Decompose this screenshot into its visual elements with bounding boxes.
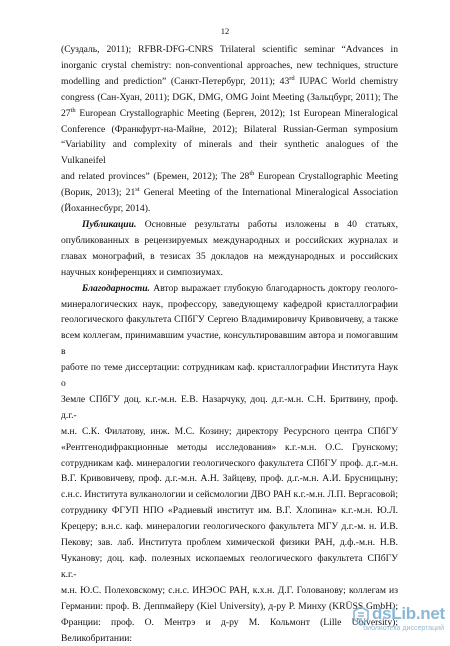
watermark-subtitle: библиотека диссертаций [363,625,444,632]
text-line: Благодарности. Автор выражает глубокую благодарность доктору геолого- [82,282,398,294]
text-line: Публикации. Основные результаты работы изложены в 40 статьях, [82,218,398,230]
text-line: (Йоханнесбург, 2014). [61,203,151,215]
text-line: and related provinces” (Бремен, 2012); The 28th European Crystallographic Meeting [61,170,398,183]
text-line: (Суздаль, 2011); RFBR-DFG-CNRS Trilateral scientific seminar “Advances in [61,44,398,55]
text-line: (Ворик, 2013); 21st General Meeting of the International Mineralogical Association [61,186,398,199]
dslib-logo-icon [352,606,370,626]
text-line: сотруднику ФГУП НПО «Радиевый институт им. В.Г. Хлопина» к.г.-м.н. Ю.Л. [61,505,398,517]
acknowledgements-paragraph [61,281,398,646]
text-line: работе по теме диссертации: сотрудникам каф. кристаллографии Института Наук о [61,362,398,390]
text-line: В.Г. Кривовичеву, проф. д.г.-м.н. А.Н. Зайцеву, проф. д.г.-м.н. А.И. Брусницыну; [61,473,398,485]
text-line: всем коллегам, принимавшим участие, консультировавшим автора и помогавшим в [61,330,398,358]
document-body [61,42,398,646]
text-line: Франции: проф. О. Ментрэ и д-ру М. Кольмонт (Lille University); Великобритании: [61,616,398,644]
text-line: м.н. Ю.С. Полеховскому; с.н.с. ИНЭОС РАН, к.х.н. Д.Г. Голованову; коллегам из [61,584,398,596]
superscript: rd [289,74,295,82]
text-line: “Variability and complexity of minerals and their synthetic analogues of the Vulkaneifel [61,139,398,167]
watermark [352,604,444,634]
text-line: с.н.с. Института вулканологии и сейсмологии ДВО РАН к.г.-м.н. Л.П. Вергасовой; [61,489,398,501]
text-line: минералогических наук, профессору, заведующему кафедрой кристаллографии [61,298,398,310]
text-line: опубликованных в рецензируемых международных и российских журналах и [61,234,398,246]
text-line: главах монографий, в тезисах 35 докладов на международных и российских [61,250,398,262]
text-line: congress (Сан-Хуан, 2011); DGK, DMG, OMG Joint Meeting (Зальцбург, 2011); The [61,91,398,103]
superscript: st [135,186,140,194]
text-line: Чуканову; доц. каф. полезных ископаемых геологического факультета СПбГУ к.г.- [61,553,398,580]
text-line: научных конференциях и симпозиумах. [61,266,223,278]
text-line: Пекову; зав. лаб. Института проблем химической физики РАН, д.ф.-м.н. Н.В. [61,537,398,549]
page-number: 12 [220,26,230,36]
text-line: Крецеру; в.н.с. каф. минералогии геологического факультета МГУ д.г.-м. н. И.В. [61,521,398,533]
text-line: inorganic crystal chemistry: non-conventional approaches, new techniques, structure [61,59,398,71]
superscript: th [70,106,76,114]
publications-heading: Публикации. [82,218,137,230]
watermark-title: dsLib.net [372,604,445,623]
publications-paragraph [61,217,398,281]
text-line: геологического факультета СПбГУ Сергею Владимировичу Кривовичеву, а также [61,314,398,326]
text-line: «Рентгенодифракционные методы исследования» к.г.-м.н. О.С. Грунскому; [61,441,398,453]
text-line: modelling and prediction” (Санкт-Петербург, 2011); 43rd IUPAC World chemistry [61,74,399,87]
text-line: 27th European Crystallographic Meeting (Берген, 2012); 1st European Mineralogical [61,106,398,119]
conferences-paragraph [61,42,398,217]
text-line: Conference (Франкфурт-на-Майне, 2012); Bilateral Russian-German symposium [61,123,398,135]
text-line: Германии: проф. В. Деппмайеру (Kiel University), д-ру Р. Минху (KRÜSS GmbH); [61,600,398,612]
superscript: th [249,170,255,178]
text-line: м.н. С.К. Филатову, инж. М.С. Козину; директору Ресурсного центра СПбГУ [61,425,398,437]
text-line: Земле СПбГУ доц. к.г.-м.н. Е.В. Назарчуку, доц. д.г.-м.н. С.Н. Бритвину, проф. д.г.- [61,393,398,421]
acknowledgements-heading: Благодарности. [82,282,150,294]
text-line: сотрудникам каф. минералогии геологического факультета СПбГУ проф. д.г.-м.н. [61,457,398,469]
